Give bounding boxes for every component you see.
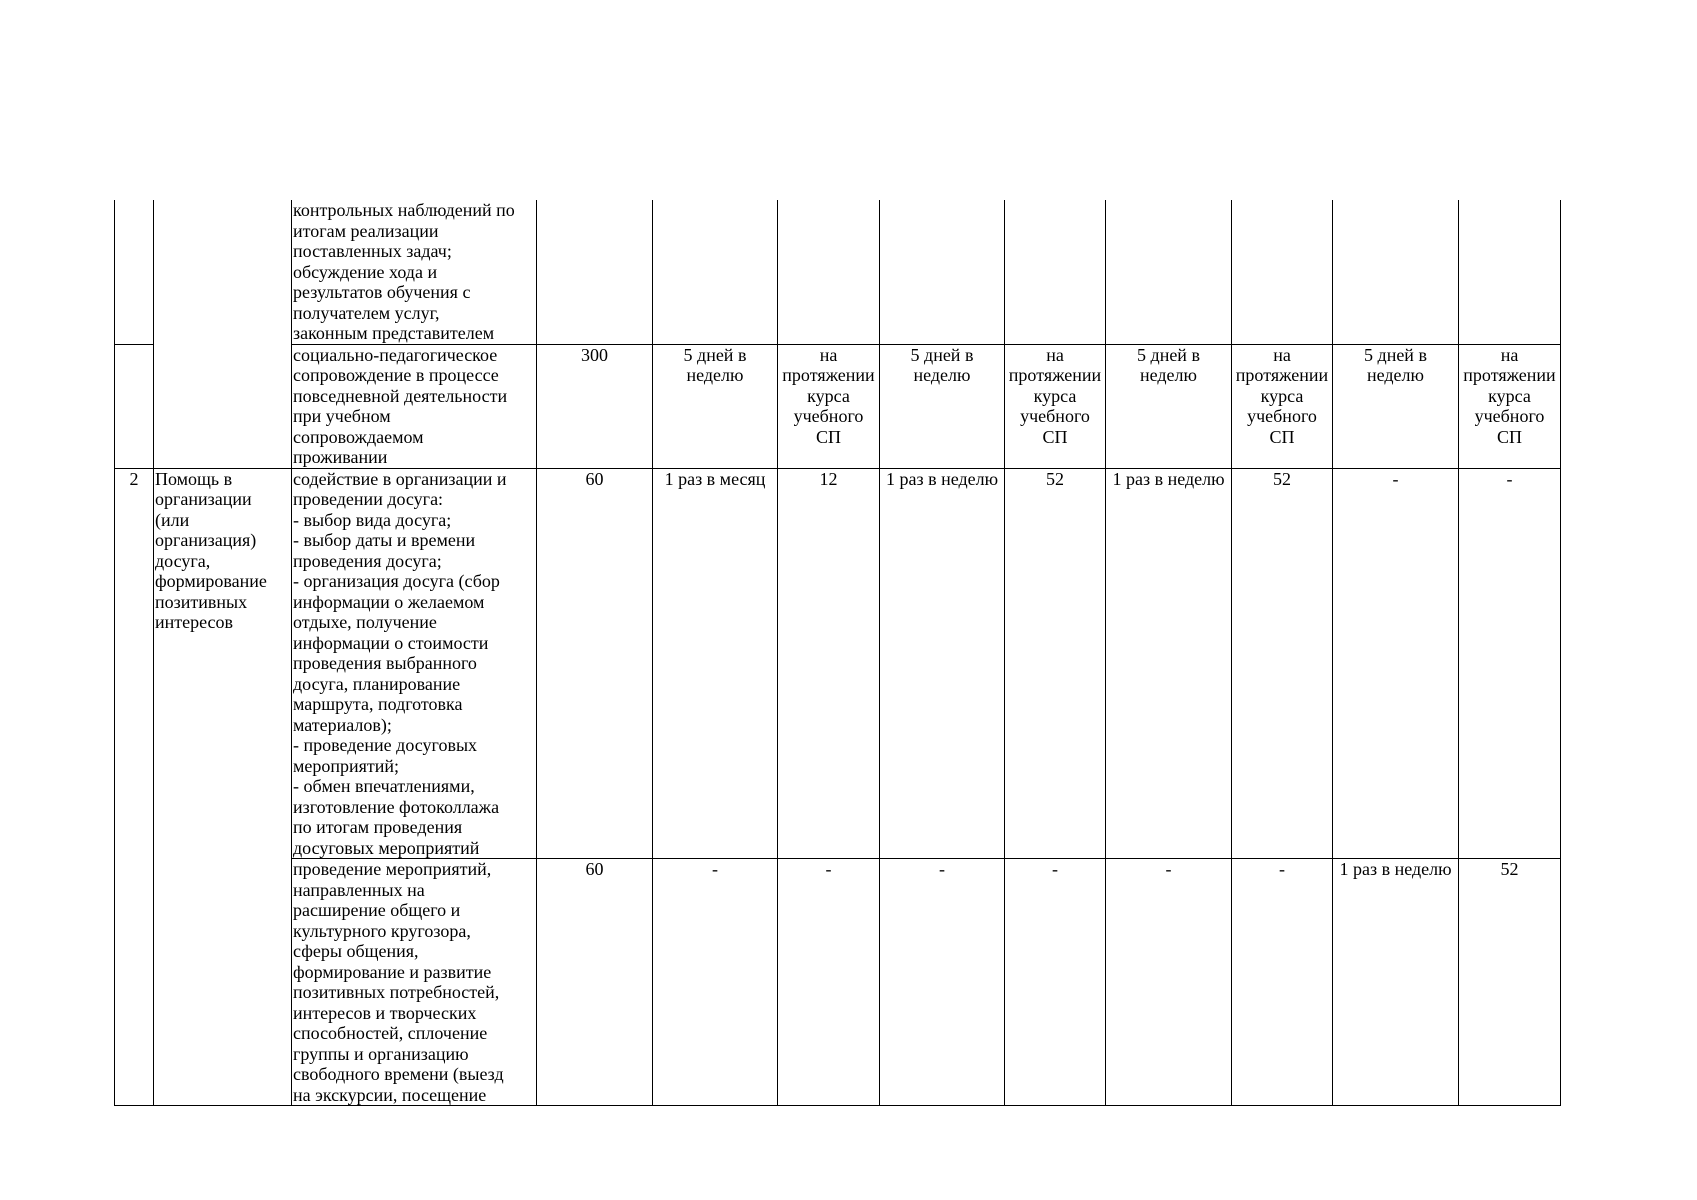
count-cell: 52 — [1459, 859, 1561, 1106]
periodicity-cell: 1 раз в неделю — [1106, 468, 1232, 859]
table-row — [115, 344, 1561, 468]
count-cell: - — [1459, 468, 1561, 859]
table-row — [115, 200, 1561, 344]
duration-cell: 60 — [537, 859, 653, 1106]
service-description: социально-педагогическое сопровождение в процессе повседневной деятельности при учебном сопровождаемом проживании — [292, 344, 537, 468]
table-row — [115, 468, 1561, 859]
count-cell — [1459, 200, 1561, 344]
periodicity-cell: 5 дней в неделю — [653, 344, 778, 468]
duration-cell: 300 — [537, 344, 653, 468]
row-number — [115, 200, 154, 344]
duration-cell — [537, 200, 653, 344]
service-description: содействие в организации и проведении досуга: - выбор вида досуга; - выбор даты и времени проведения досуга; - организация досуга (сбор информации о желаемом отдыхе, получение информации о стоимости проведения выбранного досуга, планирование маршрута, подготовка материалов); - проведение досуговых мероприятий; - обмен впечатлениями, изготовление фотоколлажа по итогам проведения досуговых мероприятий — [292, 468, 537, 859]
service-name: Помощь в организации (или организация) досуга, формирование позитивных интересов — [154, 468, 292, 1106]
count-cell: 12 — [778, 468, 880, 859]
periodicity-cell: - — [1106, 859, 1232, 1106]
periodicity-cell: 5 дней в неделю — [1333, 344, 1459, 468]
periodicity-cell: - — [1333, 468, 1459, 859]
table-row — [115, 859, 1561, 1106]
count-cell: - — [1232, 859, 1333, 1106]
periodicity-cell: 1 раз в месяц — [653, 468, 778, 859]
count-cell: 52 — [1005, 468, 1106, 859]
service-name — [154, 200, 292, 344]
count-cell: на протяжении курса учебного СП — [1459, 344, 1561, 468]
periodicity-cell: 5 дней в неделю — [880, 344, 1005, 468]
row-number — [115, 344, 154, 468]
periodicity-cell: 1 раз в неделю — [1333, 859, 1459, 1106]
periodicity-cell: - — [880, 859, 1005, 1106]
periodicity-cell: - — [653, 859, 778, 1106]
periodicity-cell — [653, 200, 778, 344]
count-cell: - — [1005, 859, 1106, 1106]
periodicity-cell: 5 дней в неделю — [1106, 344, 1232, 468]
service-description: проведение мероприятий, направленных на расширение общего и культурного кругозора, сферы общения, формирование и развитие позитивных потребностей, интересов и творческих способностей, сплочение группы и организацию свободного времени (выезд на экскурсии, посещение — [292, 859, 537, 1106]
count-cell: на протяжении курса учебного СП — [1005, 344, 1106, 468]
periodicity-cell — [1333, 200, 1459, 344]
count-cell — [778, 200, 880, 344]
count-cell: на протяжении курса учебного СП — [1232, 344, 1333, 468]
service-description: контрольных наблюдений по итогам реализации поставленных задач; обсуждение хода и результатов обучения с получателем услуг, законным представителем — [292, 200, 537, 344]
duration-cell: 60 — [537, 468, 653, 859]
count-cell — [1232, 200, 1333, 344]
service-name — [154, 344, 292, 468]
periodicity-cell — [1106, 200, 1232, 344]
count-cell: на протяжении курса учебного СП — [778, 344, 880, 468]
count-cell: 52 — [1232, 468, 1333, 859]
service-plan-table — [114, 200, 1561, 1106]
row-number: 2 — [115, 468, 154, 1106]
periodicity-cell: 1 раз в неделю — [880, 468, 1005, 859]
periodicity-cell — [880, 200, 1005, 344]
count-cell: - — [778, 859, 880, 1106]
count-cell — [1005, 200, 1106, 344]
